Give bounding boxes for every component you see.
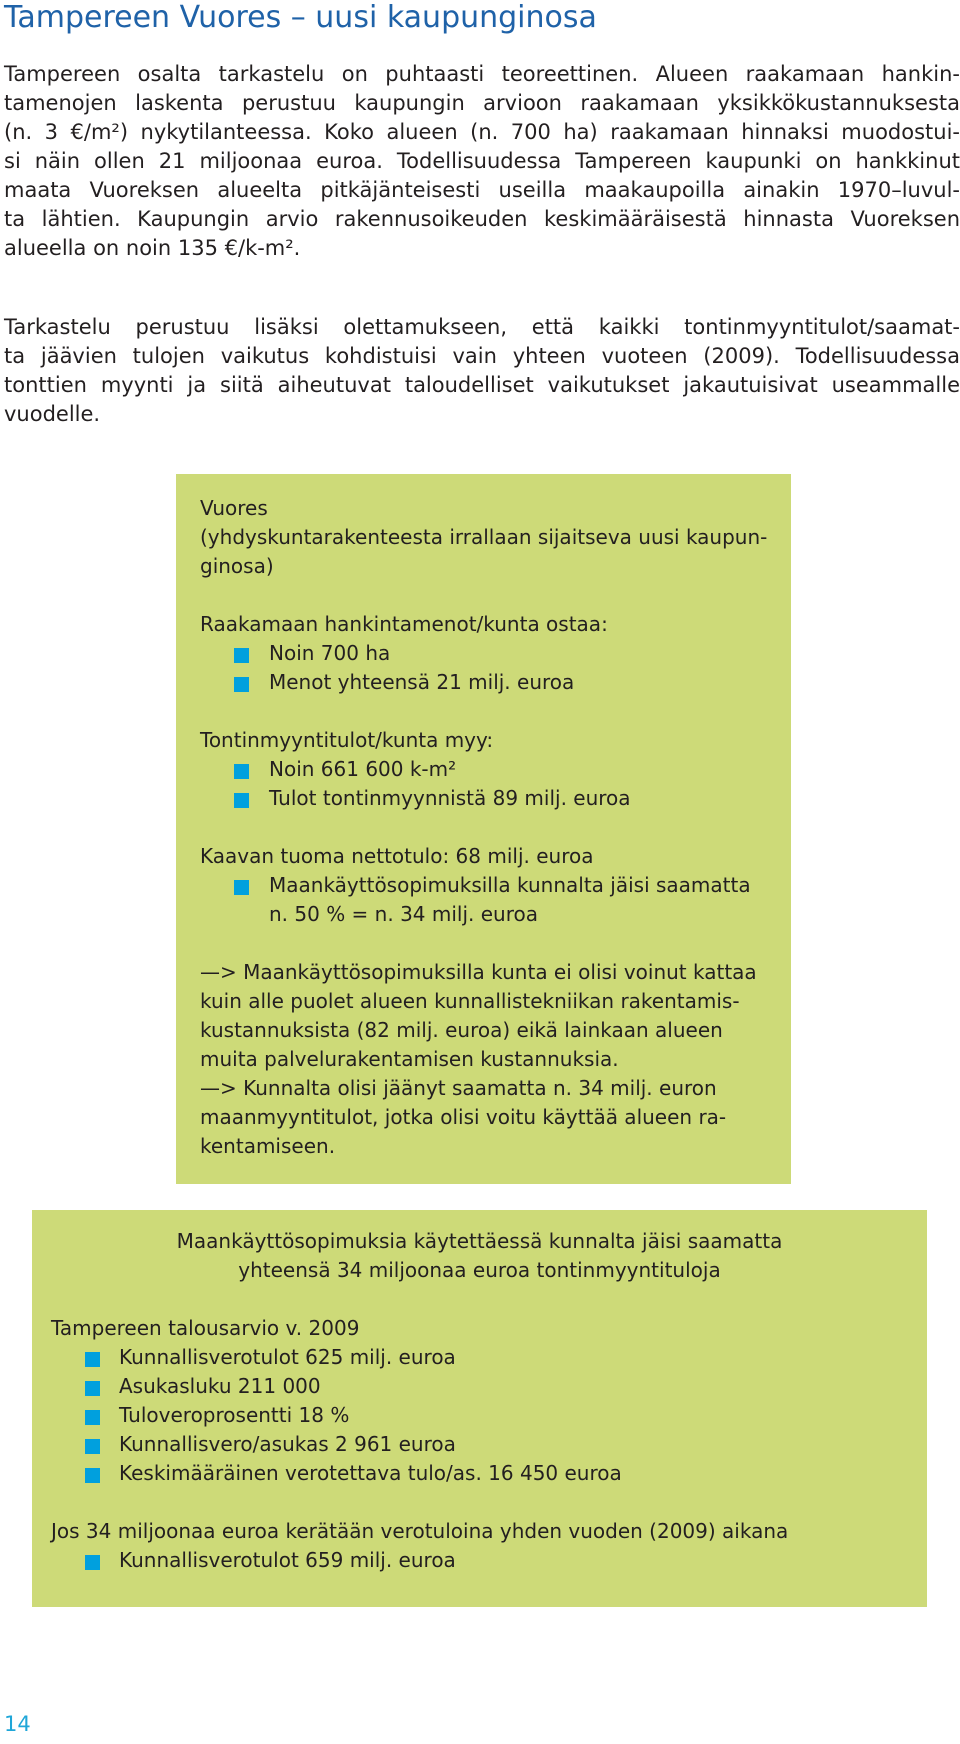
bullet-icon: [85, 1410, 100, 1425]
budget-item: Tuloveroprosentti 18 %: [119, 1403, 350, 1427]
conclusion-line: kuin alle puolet alueen kunnallistekniikan rakentamis-: [200, 989, 740, 1013]
scenario-item: Kunnallisverotulot 659 milj. euroa: [119, 1548, 456, 1572]
bullet-icon: [234, 677, 249, 692]
list-item: Maankäyttösopimuksilla kunnalta jäisi saamatta: [269, 873, 751, 897]
budget-item: Kunnallisvero/asukas 2 961 euroa: [119, 1432, 456, 1456]
section-heading: Kaavan tuoma nettotulo: 68 milj. euroa: [200, 844, 594, 868]
list-item: Menot yhteensä 21 milj. euroa: [269, 670, 575, 694]
budget-item: Asukasluku 211 000: [119, 1374, 321, 1398]
budget-heading: Tampereen talousarvio v. 2009: [51, 1316, 360, 1340]
vuores-info-box: [176, 474, 791, 1184]
section-heading: Raakamaan hankintamenot/kunta ostaa:: [200, 612, 608, 636]
list-item-continuation: n. 50 % = n. 34 milj. euroa: [269, 902, 538, 926]
summary-box: [32, 1210, 927, 1607]
box-subtitle: (yhdyskuntarakenteesta irrallaan sijaitseva uusi kaupun-: [200, 525, 768, 549]
bullet-icon: [85, 1439, 100, 1454]
paragraph-line: maata Vuoreksen alueelta pitkäjänteisesti useilla maakaupoilla ainakin 1970–luvul-: [4, 178, 960, 202]
paragraph-line: vuodelle.: [4, 402, 101, 426]
scenario-heading: Jos 34 miljoonaa euroa kerätään verotuloina yhden vuoden (2009) aikana: [51, 1519, 789, 1543]
conclusion-line: kentamiseen.: [200, 1134, 336, 1158]
intro-paragraph: [4, 60, 960, 263]
bullet-icon: [234, 880, 249, 895]
summary-heading: yhteensä 34 miljoonaa euroa tontinmyyntituloja: [238, 1258, 721, 1282]
page-title: Tampereen Vuores – uusi kaupunginosa: [4, 0, 597, 35]
bullet-icon: [234, 793, 249, 808]
conclusion-line: kustannuksista (82 milj. euroa) eikä lainkaan alueen: [200, 1018, 723, 1042]
box-title: Vuores: [200, 496, 268, 520]
bullet-icon: [85, 1555, 100, 1570]
page-number: 14: [4, 1712, 31, 1736]
section-heading: Tontinmyyntitulot/kunta myy:: [200, 728, 494, 752]
paragraph-line: tonttien myynti ja siitä aiheutuvat taloudelliset vaikutukset jakautuisivat useammalle: [4, 373, 960, 397]
paragraph-line: Tampereen osalta tarkastelu on puhtaasti teoreettinen. Alueen raakamaan hankin-: [4, 62, 960, 86]
bullet-icon: [234, 648, 249, 663]
list-item: Noin 700 ha: [269, 641, 391, 665]
bullet-icon: [234, 764, 249, 779]
box-subtitle: ginosa): [200, 554, 274, 578]
paragraph-line: ta jäävien tulojen vaikutus kohdistuisi vain yhteen vuoteen (2009). Todellisuudessa: [4, 344, 960, 368]
conclusion-line: maanmyyntitulot, jotka olisi voitu käyttää alueen ra-: [200, 1105, 727, 1129]
assumption-paragraph: [4, 313, 960, 429]
conclusion-line: —> Maankäyttösopimuksilla kunta ei olisi voinut kattaa: [200, 960, 757, 984]
paragraph-line: (n. 3 €/m²) nykytilanteessa. Koko alueen (n. 700 ha) raakamaan hinnaksi muodostui-: [4, 120, 960, 144]
conclusion-line: muita palvelurakentamisen kustannuksia.: [200, 1047, 619, 1071]
bullet-icon: [85, 1381, 100, 1396]
paragraph-line: alueella on noin 135 €/k-m².: [4, 236, 301, 260]
budget-item: Kunnallisverotulot 625 milj. euroa: [119, 1345, 456, 1369]
budget-item: Keskimääräinen verotettava tulo/as. 16 450 euroa: [119, 1461, 622, 1485]
bullet-icon: [85, 1468, 100, 1483]
paragraph-line: tamenojen laskenta perustuu kaupungin arvioon raakamaan yksikkökustannuksesta: [4, 91, 960, 115]
paragraph-line: si näin ollen 21 miljoonaa euroa. Todellisuudessa Tampereen kaupunki on hankkinut: [4, 149, 960, 173]
list-item: Tulot tontinmyynnistä 89 milj. euroa: [269, 786, 631, 810]
list-item: Noin 661 600 k-m²: [269, 757, 457, 781]
paragraph-line: Tarkastelu perustuu lisäksi olettamukseen, että kaikki tontinmyyntitulot/saamat-: [4, 315, 960, 339]
summary-heading: Maankäyttösopimuksia käytettäessä kunnalta jäisi saamatta: [176, 1229, 783, 1253]
paragraph-line: ta lähtien. Kaupungin arvio rakennusoikeuden keskimääräisestä hinnasta Vuoreksen: [4, 207, 960, 231]
bullet-icon: [85, 1352, 100, 1367]
conclusion-line: —> Kunnalta olisi jäänyt saamatta n. 34 milj. euron: [200, 1076, 717, 1100]
